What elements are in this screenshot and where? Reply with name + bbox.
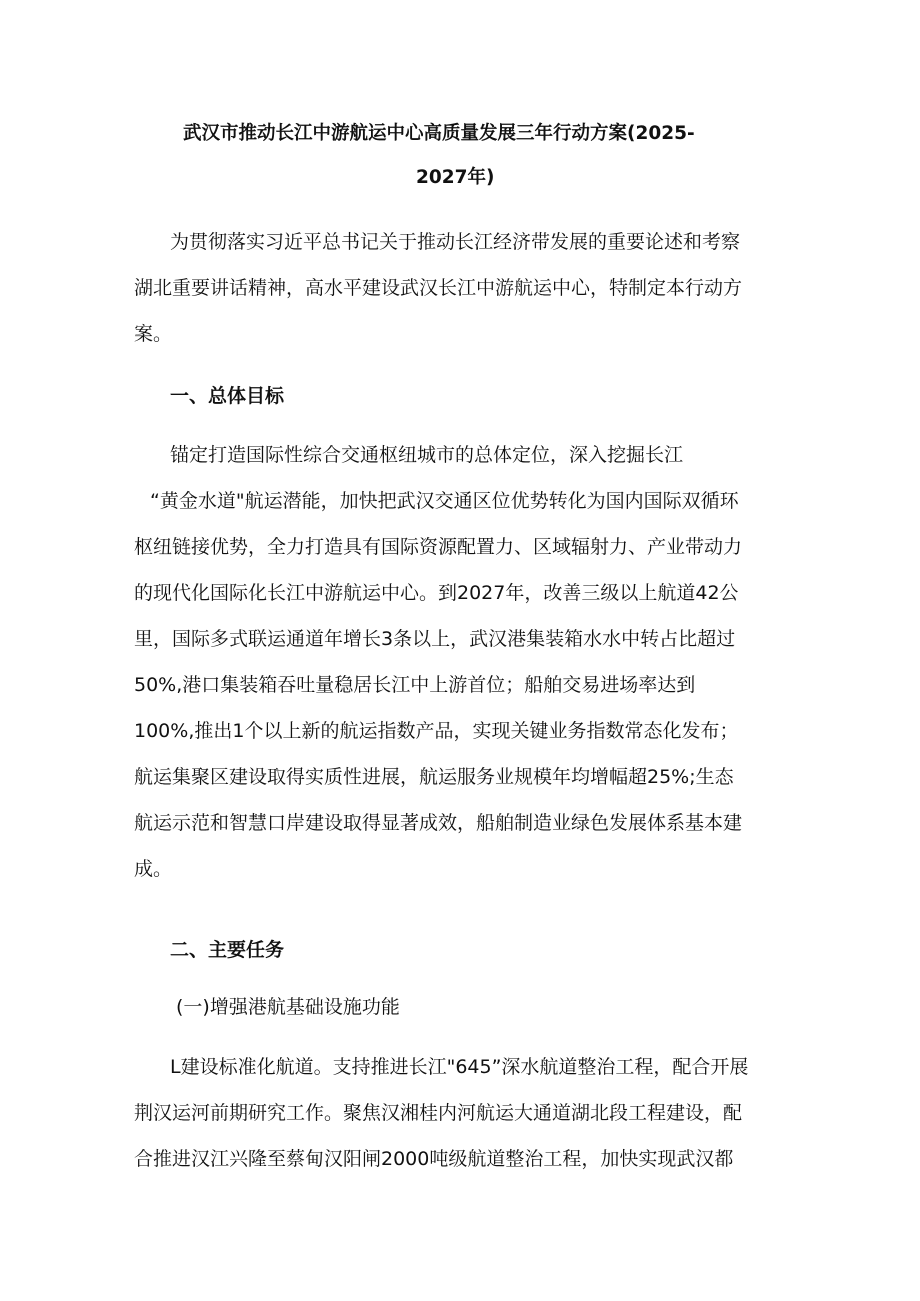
task-line-1: L建设标准化航道。支持推进长江"645”深水航道整治工程，配合开展: [170, 1056, 749, 1078]
task-line-3: 合推进汉江兴隆至蔡甸汉阳闸2000吨级航道整治工程，加快实现武汉都: [134, 1148, 734, 1170]
subsection-heading-port-infrastructure: (一)增强港航基础设施功能: [176, 996, 400, 1018]
intro-line-2: 湖北重要讲话精神，高水平建设武汉长江中游航运中心，特制定本行动方: [134, 277, 743, 299]
intro-line-3: 案。: [134, 323, 173, 345]
task-line-2: 荆汉运河前期研究工作。聚焦汉湘桂内河航运大通道湖北段工程建设，配: [134, 1102, 743, 1124]
document-title-line-2: 2027年): [416, 167, 495, 188]
goals-line-1: 锚定打造国际性综合交通枢纽城市的总体定位，深入挖掘长江: [170, 444, 684, 466]
section-heading-general-goals: 一、总体目标: [170, 385, 285, 407]
goals-line-10: 成。: [134, 858, 173, 880]
document-title-line-1: 武汉市推动长江中游航运中心高质量发展三年行动方案(2025-: [183, 123, 695, 144]
section-heading-main-tasks: 二、主要任务: [170, 939, 285, 961]
goals-line-8: 航运集聚区建设取得实质性进展，航运服务业规模年均增幅超25%;生态: [134, 766, 734, 788]
goals-line-6: 50%,港口集装箱吞吐量稳居长江中上游首位；船舶交易进场率达到: [134, 674, 696, 696]
goals-line-2: “黄金水道"航运潜能，加快把武汉交通区位优势转化为国内国际双循环: [150, 490, 739, 512]
goals-line-9: 航运示范和智慧口岸建设取得显著成效，船舶制造业绿色发展体系基本建: [134, 812, 743, 834]
goals-line-7: 100%,推出1个以上新的航运指数产品，实现关键业务指数常态化发布；: [134, 720, 739, 742]
goals-line-5: 里，国际多式联运通道年增长3条以上，武汉港集装箱水水中转占比超过: [134, 628, 736, 650]
intro-line-1: 为贯彻落实习近平总书记关于推动长江经济带发展的重要论述和考察: [170, 231, 741, 253]
goals-line-4: 的现代化国际化长江中游航运中心。到2027年，改善三级以上航道42公: [134, 582, 739, 604]
goals-line-3: 枢纽链接优势，全力打造具有国际资源配置力、区域辐射力、产业带动力: [134, 536, 743, 558]
